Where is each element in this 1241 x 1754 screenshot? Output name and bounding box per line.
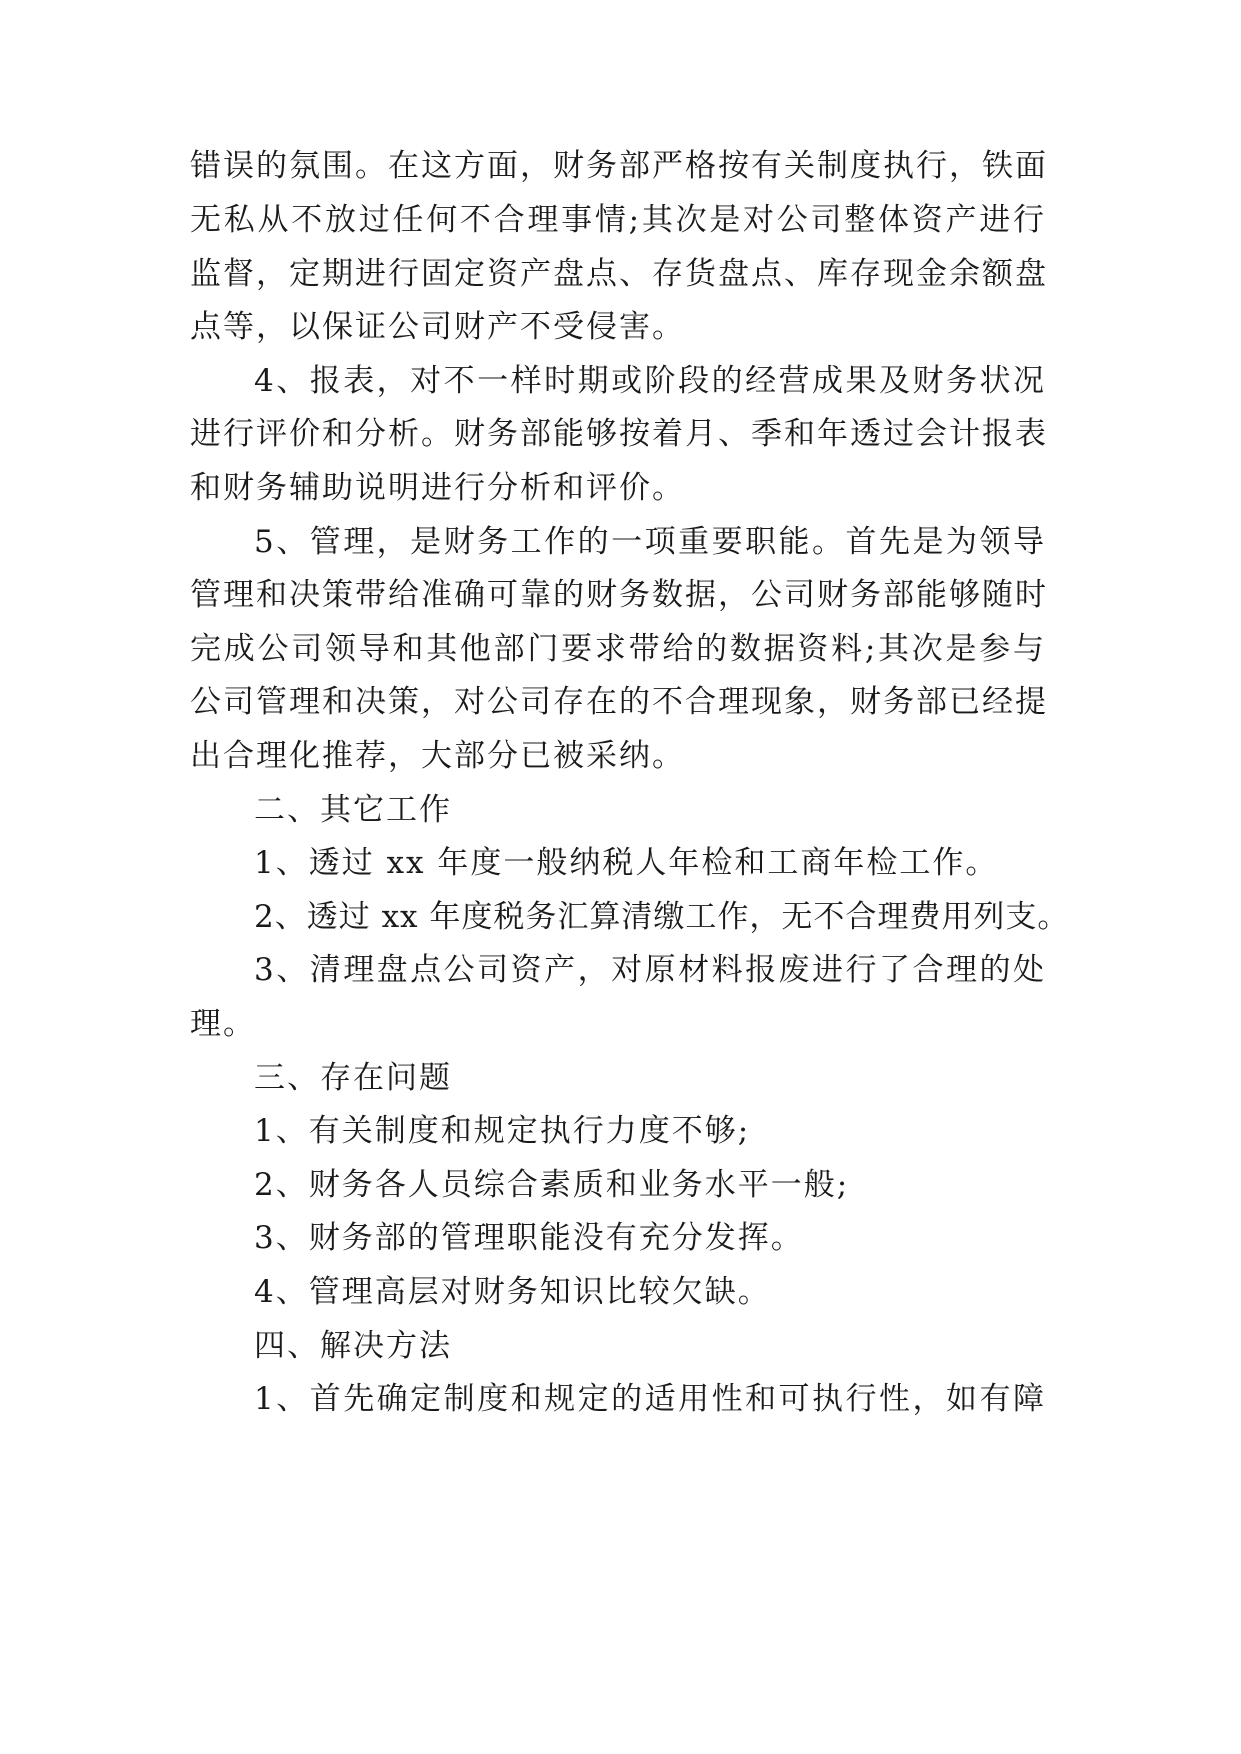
section-heading: 二、其它工作: [254, 792, 452, 828]
section-heading: 四、解决方法: [254, 1328, 452, 1364]
paragraph-line: 和财务辅助说明进行分析和评价。: [190, 470, 685, 506]
paragraph-line: 4、报表，对不一样时期或阶段的经营成果及财务状况: [254, 363, 1046, 399]
list-item: 2、财务各人员综合素质和业务水平一般;: [254, 1167, 850, 1203]
paragraph-line: 完成公司领导和其他部门要求带给的数据资料;其次是参与: [190, 631, 1046, 667]
list-item: 1、有关制度和规定执行力度不够;: [254, 1113, 751, 1149]
list-item: 3、财务部的管理职能没有充分发挥。: [254, 1220, 804, 1256]
list-item: 4、管理高层对财务知识比较欠缺。: [254, 1274, 771, 1310]
paragraph-line: 5、管理，是财务工作的一项重要职能。首先是为领导: [254, 524, 1046, 560]
paragraph-line: 点等，以保证公司财产不受侵害。: [190, 309, 685, 345]
paragraph-line: 管理和决策带给准确可靠的财务数据，公司财务部能够随时: [190, 577, 1048, 613]
list-item: 3、清理盘点公司资产，对原材料报废进行了合理的处: [254, 952, 1046, 988]
list-item: 1、透过 xx 年度一般纳税人年检和工商年检工作。: [254, 845, 999, 881]
list-item: 2、透过 xx 年度税务汇算清缴工作，无不合理费用列支。: [254, 899, 1070, 935]
list-item: 1、首先确定制度和规定的适用性和可执行性，如有障: [254, 1381, 1046, 1417]
paragraph-line: 出合理化推荐，大部分已被采纳。: [190, 738, 685, 774]
paragraph-line: 理。: [190, 1006, 256, 1042]
paragraph-line: 公司管理和决策，对公司存在的不合理现象，财务部已经提: [190, 684, 1048, 720]
paragraph-line: 无私从不放过任何不合理事情;其次是对公司整体资产进行: [190, 202, 1046, 238]
paragraph-line: 监督，定期进行固定资产盘点、存货盘点、库存现金余额盘: [190, 256, 1048, 292]
paragraph-line: 错误的氛围。在这方面，财务部严格按有关制度执行，铁面: [190, 148, 1048, 184]
section-heading: 三、存在问题: [254, 1060, 452, 1096]
paragraph-line: 进行评价和分析。财务部能够按着月、季和年透过会计报表: [190, 416, 1048, 452]
